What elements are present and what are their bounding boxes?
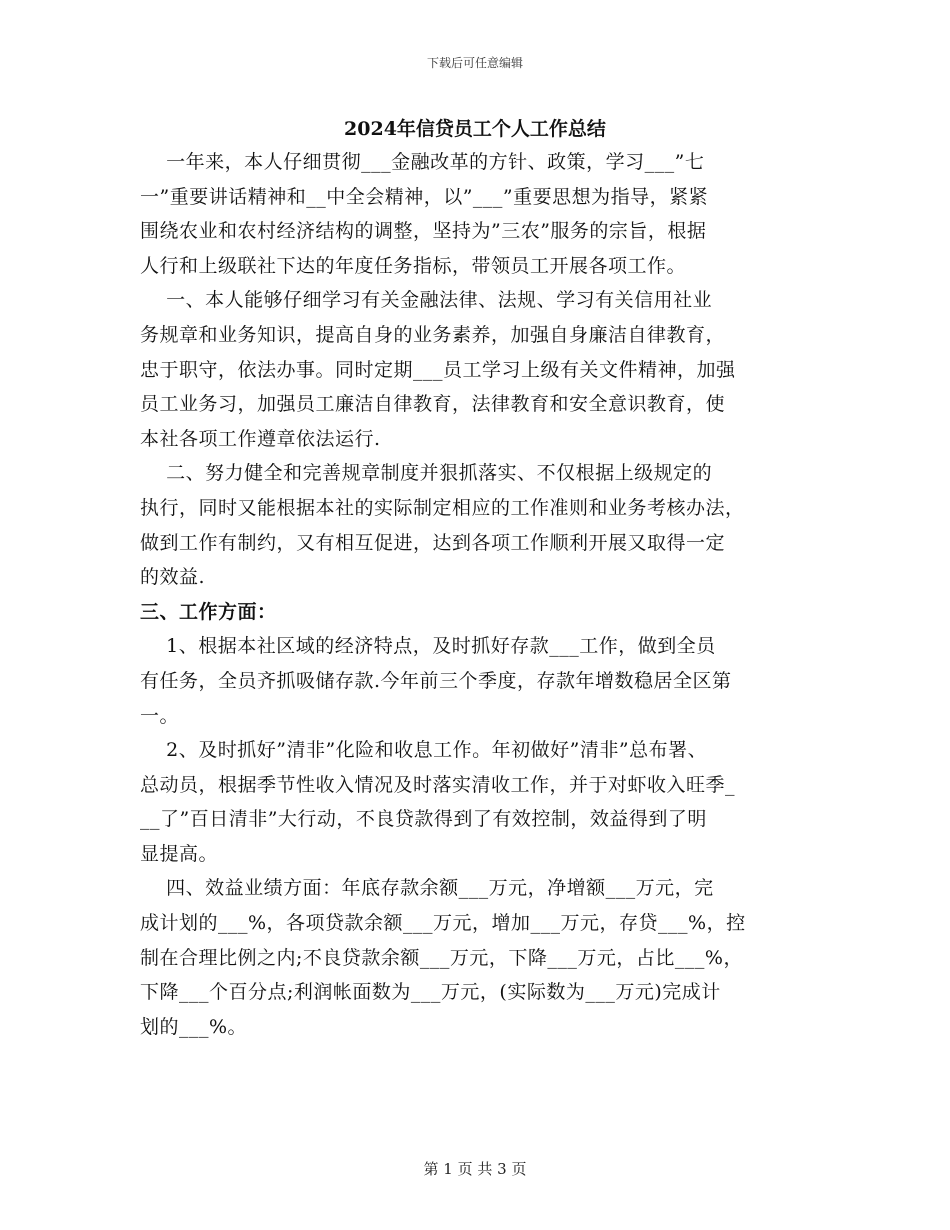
body-text-line: 四、效益业绩方面：年底存款余额___万元，净增额___万元，完 (140, 877, 714, 900)
body-text-line: 总动员，根据季节性收入情况及时落实清收工作，并于对虾收入旺季_ (140, 773, 736, 796)
body-text-line: 执行，同时又能根据本社的实际制定相应的工作准则和业务考核办法， (140, 496, 745, 519)
body-text-line: 的效益. (140, 566, 206, 589)
body-text-line: 下降___个百分点;利润帐面数为___万元，(实际数为___万元)完成计 (140, 981, 721, 1004)
body-text-line: 1、根据本社区域的经济特点，及时抓好存款___工作，做到全员 (140, 635, 716, 658)
body-text-line: 人行和上级联社下达的年度任务指标，带领员工开展各项工作。 (140, 254, 687, 277)
body-text-line: 制在合理比例之内;不良贷款余额___万元，下降___万元，占比___%， (140, 946, 743, 969)
page-number-footer: 第 1 页 共 3 页 (423, 1160, 527, 1178)
body-text-line: 一。 (140, 704, 180, 727)
body-text-line: 一”重要讲话精神和__中全会精神，以”___”重要思想为指导，紧紧 (140, 185, 709, 208)
body-text-line: 做到工作有制约，又有相互促进，达到各项工作顺利开展又取得一定 (140, 531, 726, 554)
document-title: 2024年信贷员工个人工作总结 (344, 118, 606, 140)
body-text-line: __了”百日清非”大行动，不良贷款得到了有效控制，效益得到了明 (140, 808, 707, 831)
body-text-line: 员工业务习，加强员工廉洁自律教育，法律教育和安全意识教育，使 (140, 393, 726, 416)
section-heading-line: 三、工作方面： (140, 600, 277, 623)
body-text-line: 二、努力健全和完善规章制度并狠抓落实、不仅根据上级规定的 (140, 462, 713, 485)
body-text-line: 显提高。 (140, 842, 219, 865)
body-text-line: 有任务，全员齐抓吸储存款.今年前三个季度，存款年增数稳居全区第 (140, 669, 732, 692)
body-text-line: 围绕农业和农村经济结构的调整，坚持为”三农”服务的宗旨，根据 (140, 220, 707, 243)
header-note: 下载后可任意编辑 (426, 56, 523, 70)
body-text-line: 划的___%。 (140, 1015, 248, 1038)
body-text-line: 务规章和业务知识，提高自身的业务素养，加强自身廉洁自律教育， (140, 323, 726, 346)
body-text-line: 本社各项工作遵章依法运行. (140, 427, 381, 450)
body-text-line: 忠于职守，依法办事。同时定期___员工学习上级有关文件精神，加强 (140, 358, 736, 381)
document-body (140, 145, 810, 1044)
body-text-line: 一、本人能够仔细学习有关金融法律、法规、学习有关信用社业 (140, 289, 713, 312)
body-text-line: 2、及时抓好”清非”化险和收息工作。年初做好”清非”总布署、 (140, 739, 708, 762)
body-text-line: 一年来，本人仔细贯彻___金融改革的方针、政策，学习___”七 (140, 151, 705, 173)
body-text-line: 成计划的___%，各项贷款余额___万元，增加___万元，存贷___%，控 (140, 912, 746, 935)
